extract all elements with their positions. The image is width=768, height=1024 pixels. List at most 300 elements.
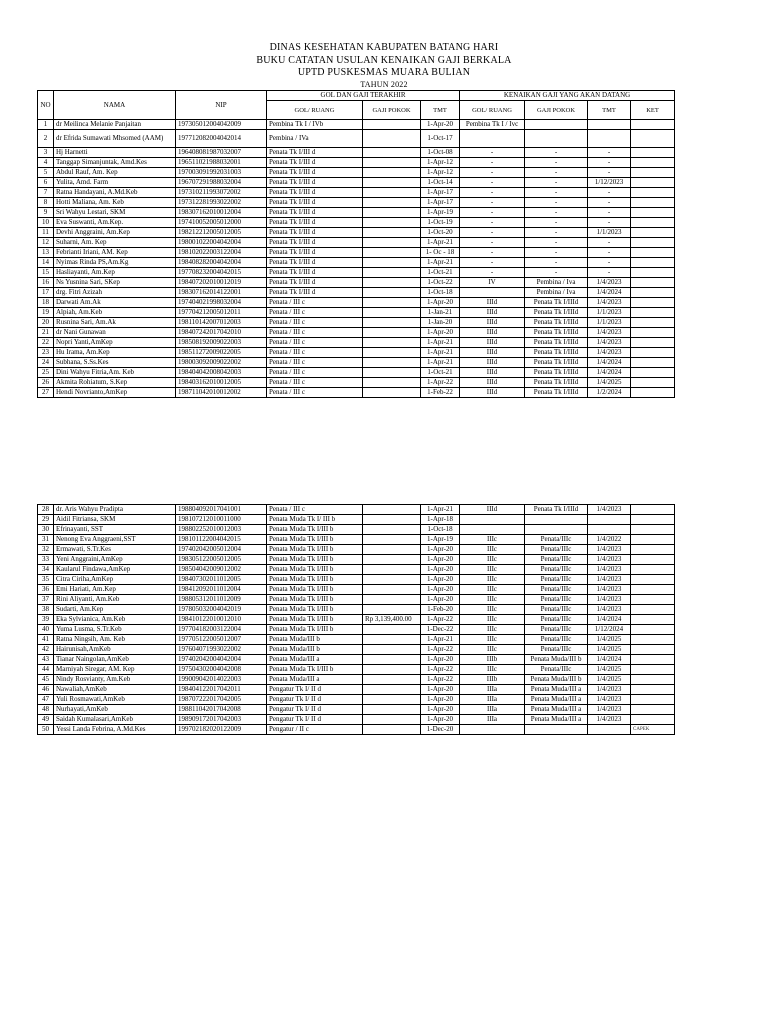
row-tmt: 1-Apr-21: [421, 505, 460, 515]
row-gaji-pokok: [363, 308, 421, 318]
row-gol-ruang: Pengatur / II c: [267, 725, 363, 735]
table-row: [38, 625, 675, 635]
row-gaji-pokok: [363, 258, 421, 268]
row-gaji-pokok: Rp 3,139,400.00: [363, 615, 421, 625]
row-tmt-next: 1/4/2023: [588, 505, 631, 515]
row-gol-ruang-next: -: [460, 168, 525, 178]
row-nama: Subhana, S.Ss.Kes: [54, 358, 176, 368]
row-no: 5: [38, 168, 54, 178]
row-tmt-next: 1/4/2023: [588, 695, 631, 705]
row-no: 24: [38, 358, 54, 368]
row-nip: 197704212005012011: [176, 308, 267, 318]
row-nama: Ratna Handayani, A.Md.Keb: [54, 188, 176, 198]
row-ket: [631, 328, 675, 338]
row-gaji-pokok-next: -: [525, 208, 588, 218]
row-tmt: 1-Apr-20: [421, 575, 460, 585]
table-row: [38, 318, 675, 328]
row-nip: 198811042017042008: [176, 705, 267, 715]
row-gaji-pokok-next: -: [525, 158, 588, 168]
row-nip: 197708232004042015: [176, 268, 267, 278]
row-tmt: 1-Jan-20: [421, 318, 460, 328]
row-gaji-pokok: [363, 535, 421, 545]
row-gaji-pokok: [363, 148, 421, 158]
row-nip: 198410122010012010: [176, 615, 267, 625]
row-tmt-next: -: [588, 168, 631, 178]
row-gol-ruang: Penata Tk I/III d: [267, 288, 363, 298]
row-ket: [631, 525, 675, 535]
row-ket: [631, 198, 675, 208]
row-tmt-next: 1/1/2023: [588, 228, 631, 238]
row-gol-ruang-next: IIId: [460, 338, 525, 348]
table-row: [38, 515, 675, 525]
row-no: 13: [38, 248, 54, 258]
row-ket: [631, 565, 675, 575]
row-gaji-pokok-next: Penata/IIIc: [525, 565, 588, 575]
row-tmt-next: 1/4/2024: [588, 615, 631, 625]
row-nama: Yessi Landa Febrina, A.Md.Kes: [54, 725, 176, 735]
row-nama: Sri Wahyu Lestari, SKM: [54, 208, 176, 218]
row-gol-ruang-next: IIIc: [460, 625, 525, 635]
row-no: 38: [38, 605, 54, 615]
row-gol-ruang-next: IIIb: [460, 655, 525, 665]
row-gol-ruang-next: -: [460, 228, 525, 238]
row-tmt: 1-Apr-22: [421, 378, 460, 388]
row-no: 50: [38, 725, 54, 735]
row-tmt: 1-Apr-17: [421, 188, 460, 198]
row-no: 33: [38, 555, 54, 565]
row-gol-ruang-next: IIId: [460, 358, 525, 368]
row-tmt: 1-Apr-20: [421, 585, 460, 595]
row-ket: [631, 388, 675, 398]
table-row: [38, 308, 675, 318]
row-no: 49: [38, 715, 54, 725]
row-nama: Hu Irama, Am.Kep: [54, 348, 176, 358]
row-nama: Nawaliah,AmKeb: [54, 685, 176, 695]
row-ket: [631, 168, 675, 178]
row-tmt: 1-Feb-20: [421, 605, 460, 615]
row-nip: 198412092011012004: [176, 585, 267, 595]
row-tmt-next: 1/4/2023: [588, 298, 631, 308]
row-gol-ruang: Penata / III c: [267, 505, 363, 515]
row-nip: 198107212010011000: [176, 515, 267, 525]
row-ket: [631, 575, 675, 585]
row-ket: [631, 595, 675, 605]
row-tmt: 1-Apr-20: [421, 685, 460, 695]
row-nama: Nurhayati,AmKeb: [54, 705, 176, 715]
row-tmt-next: 1/4/2023: [588, 575, 631, 585]
table-row: [38, 555, 675, 565]
row-ket: [631, 358, 675, 368]
row-gol-ruang: Penata Muda Tk I/III b: [267, 665, 363, 675]
row-tmt: 1-Apr-20: [421, 545, 460, 555]
row-ket: [631, 625, 675, 635]
row-ket: [631, 545, 675, 555]
row-gol-ruang-next: -: [460, 268, 525, 278]
row-gol-ruang: Penata / III c: [267, 348, 363, 358]
row-gol-ruang: Pembina / IVa: [267, 130, 363, 148]
row-no: 44: [38, 665, 54, 675]
row-gol-ruang-next: IIIc: [460, 615, 525, 625]
row-tmt: 1-Oct-22: [421, 278, 460, 288]
row-ket: [631, 535, 675, 545]
row-nip: 198403162010012005: [176, 378, 267, 388]
row-tmt-next: 1/4/2023: [588, 585, 631, 595]
row-nama: dr. Aris Wahyu Pradipta: [54, 505, 176, 515]
row-nip: 199702182020122009: [176, 725, 267, 735]
row-nip: 197310211993072002: [176, 188, 267, 198]
row-no: 12: [38, 238, 54, 248]
row-gaji-pokok: [363, 238, 421, 248]
row-gaji-pokok: [363, 685, 421, 695]
row-gol-ruang-next: [460, 525, 525, 535]
row-nama: Alpiah, Am.Keb: [54, 308, 176, 318]
row-tmt-next: 1/4/2023: [588, 605, 631, 615]
row-nama: Nenong Eva Anggraeni,SST: [54, 535, 176, 545]
row-tmt: 1-Apr-20: [421, 715, 460, 725]
row-tmt: 1-Apr-19: [421, 535, 460, 545]
row-nip: 198110142007012003: [176, 318, 267, 328]
row-tmt: 1-Oct-21: [421, 368, 460, 378]
row-no: 1: [38, 120, 54, 130]
row-gol-ruang-next: IIIc: [460, 545, 525, 555]
row-gaji-pokok: [363, 545, 421, 555]
row-gaji-pokok: [363, 208, 421, 218]
row-tmt-next: -: [588, 208, 631, 218]
row-tmt-next: 1/4/2023: [588, 715, 631, 725]
table-row: [38, 615, 675, 625]
col-tmt-next: TMT: [588, 101, 631, 120]
row-tmt: 1-Dec-20: [421, 725, 460, 735]
row-no: 48: [38, 705, 54, 715]
table-row: [38, 388, 675, 398]
row-ket: [631, 158, 675, 168]
row-ket: [631, 288, 675, 298]
row-ket: [631, 605, 675, 615]
row-tmt: 1-Apr-21: [421, 338, 460, 348]
table-row: [38, 595, 675, 605]
row-gol-ruang-next: IIIc: [460, 665, 525, 675]
row-gol-ruang-next: IIIc: [460, 575, 525, 585]
row-nip: 197402042004042004: [176, 655, 267, 665]
row-tmt-next: -: [588, 158, 631, 168]
row-ket: [631, 338, 675, 348]
row-nip: 197704182003122004: [176, 625, 267, 635]
row-gaji-pokok-next: -: [525, 238, 588, 248]
row-nip: 198001022004042004: [176, 238, 267, 248]
row-nama: Eva Suswanti, Am.Kep.: [54, 218, 176, 228]
row-nama: Eka Sylvianica, Am.Keb: [54, 615, 176, 625]
row-tmt-next: 1/4/2023: [588, 348, 631, 358]
row-nama: Ratna Ningsih, Am. Keb: [54, 635, 176, 645]
row-no: 30: [38, 525, 54, 535]
row-no: 32: [38, 545, 54, 555]
row-nip: 197404021998032004: [176, 298, 267, 308]
row-nama: Yeni Anggraini,AmKep: [54, 555, 176, 565]
row-nama: Aidil Fitriansa, SKM: [54, 515, 176, 525]
row-gaji-pokok-next: -: [525, 248, 588, 258]
col-ket: KET: [631, 101, 675, 120]
row-tmt-next: 1/4/2025: [588, 665, 631, 675]
row-ket: [631, 505, 675, 515]
table-row: [38, 725, 675, 735]
row-ket: [631, 120, 675, 130]
row-ket: CAPEK: [631, 725, 675, 735]
row-ket: [631, 278, 675, 288]
row-gaji-pokok: [363, 725, 421, 735]
row-gaji-pokok: [363, 188, 421, 198]
row-no: 26: [38, 378, 54, 388]
row-gol-ruang-next: IIIa: [460, 705, 525, 715]
row-no: 9: [38, 208, 54, 218]
row-tmt-next: 1/4/2024: [588, 655, 631, 665]
row-ket: [631, 665, 675, 675]
row-nip: 197705122005012007: [176, 635, 267, 645]
row-nama: Nyimas Rinda PS,Am.Kg: [54, 258, 176, 268]
row-gaji-pokok-next: [525, 725, 588, 735]
row-nama: Tianar Naingolan,AmKeb: [54, 655, 176, 665]
row-tmt: 1-Oct-21: [421, 268, 460, 278]
row-gaji-pokok: [363, 228, 421, 238]
table-row: [38, 705, 675, 715]
row-nama: Rusnina Sari, Am.Ak: [54, 318, 176, 328]
table-row: [38, 505, 675, 515]
row-gol-ruang-next: IIIa: [460, 715, 525, 725]
table-row: [38, 655, 675, 665]
row-nama: Efrinayanti, SST: [54, 525, 176, 535]
row-gol-ruang-next: -: [460, 208, 525, 218]
row-nip: 198404122017042011: [176, 685, 267, 695]
row-gol-ruang: Penata / III c: [267, 338, 363, 348]
row-gaji-pokok: [363, 318, 421, 328]
row-gaji-pokok-next: -: [525, 258, 588, 268]
row-gol-ruang: Penata / III c: [267, 358, 363, 368]
row-gol-ruang: Penata Tk I/III d: [267, 218, 363, 228]
table-row: [38, 715, 675, 725]
row-tmt: 1-Oct-19: [421, 218, 460, 228]
row-tmt: 1-Apr-18: [421, 515, 460, 525]
col-gaji-pokok-next: GAJI POKOK: [525, 101, 588, 120]
row-ket: [631, 248, 675, 258]
row-nip: 198909172017042003: [176, 715, 267, 725]
row-no: 4: [38, 158, 54, 168]
row-gol-ruang-next: IIId: [460, 505, 525, 515]
row-gol-ruang-next: -: [460, 158, 525, 168]
row-nip: 198408282004042004: [176, 258, 267, 268]
row-gaji-pokok: [363, 288, 421, 298]
row-gol-ruang: Penata Muda Tk I/III b: [267, 575, 363, 585]
row-nama: drg. Fitri Azizah: [54, 288, 176, 298]
row-tmt-next: [588, 515, 631, 525]
row-tmt-next: 1/4/2023: [588, 555, 631, 565]
row-nip: 198504042009012002: [176, 565, 267, 575]
row-gol-ruang-next: IIIc: [460, 605, 525, 615]
row-tmt-next: 1/12/2024: [588, 625, 631, 635]
table-row: [38, 238, 675, 248]
row-tmt-next: 1/4/2023: [588, 338, 631, 348]
row-ket: [631, 298, 675, 308]
row-gol-ruang: Penata / III c: [267, 298, 363, 308]
row-gol-ruang-next: IV: [460, 278, 525, 288]
row-gaji-pokok-next: Penata/IIIc: [525, 665, 588, 675]
row-nip: 198102022003122004: [176, 248, 267, 258]
header-year: TAHUN 2022: [360, 79, 408, 89]
row-no: 47: [38, 695, 54, 705]
row-gaji-pokok-next: -: [525, 268, 588, 278]
table-row: [38, 178, 675, 188]
row-tmt-next: [588, 130, 631, 148]
row-gaji-pokok: [363, 298, 421, 308]
row-nama: Hairunisah,AmKeb: [54, 645, 176, 655]
row-tmt-next: -: [588, 248, 631, 258]
row-tmt: 1-Apr-22: [421, 675, 460, 685]
row-tmt-next: 1/4/2022: [588, 535, 631, 545]
table-row: [38, 565, 675, 575]
row-gaji-pokok: [363, 248, 421, 258]
row-gaji-pokok-next: Penata/IIIc: [525, 575, 588, 585]
row-tmt-next: 1/4/2023: [588, 278, 631, 288]
row-gaji-pokok: [363, 585, 421, 595]
table-row: [38, 208, 675, 218]
row-gol-ruang: Pengatur Tk I/ II d: [267, 685, 363, 695]
row-gaji-pokok-next: Penata Muda/III a: [525, 715, 588, 725]
row-nama: Yuli Rosmawati,AmKeb: [54, 695, 176, 705]
row-tmt-next: 1/4/2023: [588, 595, 631, 605]
row-no: 40: [38, 625, 54, 635]
row-gol-ruang-next: IIIb: [460, 675, 525, 685]
table-row: [38, 218, 675, 228]
row-gaji-pokok: [363, 328, 421, 338]
table-row: [38, 120, 675, 130]
salary-table-part2: [37, 504, 675, 735]
col-nama: NAMA: [54, 91, 176, 120]
row-tmt: 1-Apr-20: [421, 705, 460, 715]
row-gaji-pokok-next: Penata/IIIc: [525, 535, 588, 545]
col-group-last: GOL DAN GAJI TERAKHIR: [267, 91, 460, 101]
row-gol-ruang-next: Pembina Tk I / Ivc: [460, 120, 525, 130]
row-nip: 197312281993022002: [176, 198, 267, 208]
row-gaji-pokok-next: -: [525, 198, 588, 208]
row-gaji-pokok: [363, 635, 421, 645]
row-tmt-next: -: [588, 188, 631, 198]
row-gaji-pokok: [363, 555, 421, 565]
row-ket: [631, 188, 675, 198]
row-nip: 197712082004042014: [176, 130, 267, 148]
row-no: 17: [38, 288, 54, 298]
table-row: [38, 675, 675, 685]
col-nip: NIP: [176, 91, 267, 120]
row-gaji-pokok-next: Penata/IIIc: [525, 645, 588, 655]
row-no: 10: [38, 218, 54, 228]
row-tmt: 1-Oct-18: [421, 288, 460, 298]
row-gaji-pokok-next: Penata Tk I/IIId: [525, 505, 588, 515]
row-nama: Abdul Rauf, Am. Kep: [54, 168, 176, 178]
row-gol-ruang: Penata Muda Tk I/III b: [267, 585, 363, 595]
row-tmt: 1-Apr-12: [421, 168, 460, 178]
row-gaji-pokok-next: Penata Tk I/IIId: [525, 308, 588, 318]
row-gol-ruang: Penata Tk I/III d: [267, 258, 363, 268]
row-gol-ruang: Penata / III c: [267, 368, 363, 378]
row-ket: [631, 555, 675, 565]
row-gol-ruang-next: IIId: [460, 328, 525, 338]
row-tmt: 1-Apr-20: [421, 695, 460, 705]
row-ket: [631, 208, 675, 218]
row-tmt: 1- Oc - 18: [421, 248, 460, 258]
row-gaji-pokok-next: Penata/IIIc: [525, 615, 588, 625]
row-tmt: 1-Apr-17: [421, 198, 460, 208]
row-tmt-next: 1/4/2025: [588, 645, 631, 655]
row-gol-ruang: Penata / III c: [267, 378, 363, 388]
row-no: 14: [38, 258, 54, 268]
table-row: [38, 188, 675, 198]
row-ket: [631, 258, 675, 268]
row-gol-ruang: Penata Tk I/III d: [267, 238, 363, 248]
row-gaji-pokok-next: Penata Tk I/IIId: [525, 358, 588, 368]
row-gaji-pokok-next: [525, 120, 588, 130]
row-nip: 197805032004042019: [176, 605, 267, 615]
row-nip: 197305012004042009: [176, 120, 267, 130]
row-no: 3: [38, 148, 54, 158]
row-tmt-next: 1/4/2023: [588, 565, 631, 575]
row-tmt-next: -: [588, 198, 631, 208]
row-no: 29: [38, 515, 54, 525]
row-gaji-pokok-next: -: [525, 148, 588, 158]
row-gol-ruang: Penata / III c: [267, 328, 363, 338]
row-tmt-next: -: [588, 218, 631, 228]
row-no: 42: [38, 645, 54, 655]
row-no: 36: [38, 585, 54, 595]
row-tmt-next: 1/4/2023: [588, 685, 631, 695]
row-ket: [631, 318, 675, 328]
row-gaji-pokok-next: Penata Muda/III b: [525, 655, 588, 665]
row-tmt: 1-Apr-20: [421, 655, 460, 665]
row-gaji-pokok: [363, 178, 421, 188]
row-nama: Hj Harnetti: [54, 148, 176, 158]
table-row: [38, 695, 675, 705]
row-gaji-pokok: [363, 198, 421, 208]
row-gaji-pokok: [363, 645, 421, 655]
row-tmt-next: [588, 120, 631, 130]
row-nip: 196511021988032001: [176, 158, 267, 168]
row-gaji-pokok: [363, 278, 421, 288]
row-ket: [631, 308, 675, 318]
row-gaji-pokok: [363, 358, 421, 368]
row-tmt: 1-Apr-20: [421, 120, 460, 130]
row-ket: [631, 130, 675, 148]
row-gol-ruang-next: [460, 515, 525, 525]
row-gaji-pokok: [363, 368, 421, 378]
row-tmt: 1-Apr-22: [421, 645, 460, 655]
row-gol-ruang: Penata Muda Tk I/III b: [267, 625, 363, 635]
row-ket: [631, 585, 675, 595]
row-gol-ruang: Penata / III c: [267, 318, 363, 328]
table-row: [38, 268, 675, 278]
table-row: [38, 228, 675, 238]
row-gaji-pokok-next: [525, 515, 588, 525]
row-nip: 198511272009022005: [176, 348, 267, 358]
row-ket: [631, 218, 675, 228]
row-nip: 198805312011012009: [176, 595, 267, 605]
row-nip: 196408081987032007: [176, 148, 267, 158]
row-no: 25: [38, 368, 54, 378]
row-nip: 197402042005012004: [176, 545, 267, 555]
row-tmt: 1-Apr-20: [421, 298, 460, 308]
row-gaji-pokok-next: Penata Tk I/IIId: [525, 338, 588, 348]
row-gol-ruang: Penata Muda Tk I/III b: [267, 615, 363, 625]
table-body-part2: [38, 505, 675, 735]
row-ket: [631, 685, 675, 695]
row-nama: Nopri Yanti,AmKep: [54, 338, 176, 348]
row-gol-ruang-next: -: [460, 188, 525, 198]
